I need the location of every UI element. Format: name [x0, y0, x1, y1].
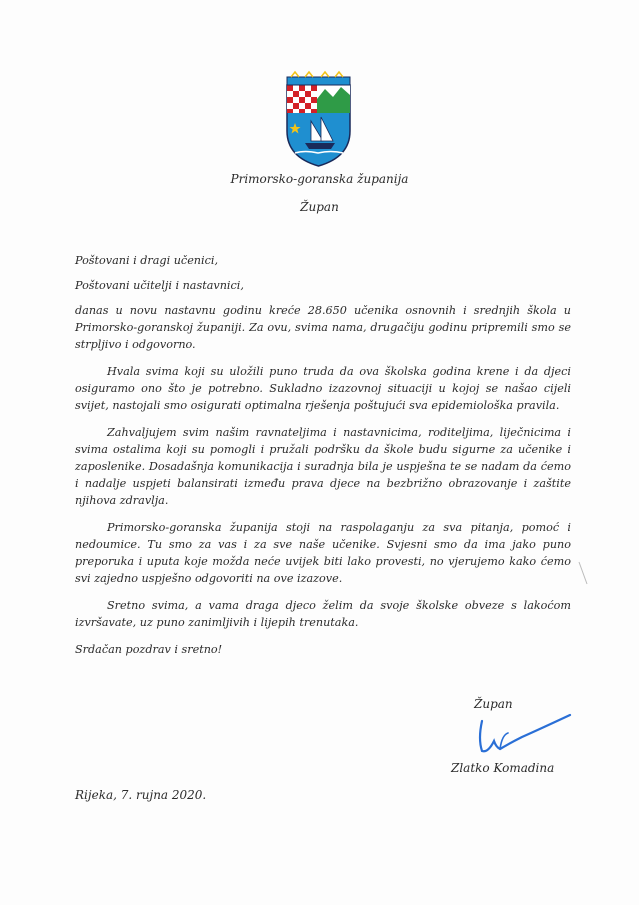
organization-name: Primorsko-goranska županija [230, 172, 409, 186]
issuer-title: Župan [300, 200, 339, 214]
signatory-name: Zlatko Komadina [451, 761, 555, 775]
paragraph-1: danas u novu nastavnu godinu kreće 28.650 učenika osnovnih i srednjih škola u Primorsko-goranskoj županiji. Za ovu, svima nama, drugačiju godinu pripremili smo se strpljivo i odgovorno. [75, 304, 571, 351]
paragraph-3: Zahvaljujem svim našim ravnateljima i nastavnicima, roditeljima, liječnicima i svima ostalima koji su pomogli i pružali podršku da škole budu sigurne za učenike i zaposlenike. Dosadašnja komunikacija i suradnja bila je uspješna te se nadam da ćemo i nadalje uspjeti balansirati između prava djece na bezbrižno obrazovanje i zaštite njihova zdravlja. [75, 426, 571, 507]
paragraph-2: Hvala svima koji su uložili puno truda da ova školska godina krene i da djeci osiguramo ono što je potrebno. Sukladno izazovnoj situaciji u kojoj se našao cijeli svijet, nastojali smo osigurati optimalna rješenja poštujući sva epidemiološka pravila. [75, 365, 571, 412]
pen-mark-icon [577, 560, 589, 588]
paragraph-5: Sretno svima, a vama draga djeco želim da svoje školske obveze s lakoćom izvršavate, uz puno zanimljivih i lijepih trenutaka. [75, 599, 571, 629]
signature-role: Župan [474, 697, 513, 711]
letter-body [75, 252, 571, 658]
greeting-students: Poštovani i dragi učenici, [75, 254, 218, 267]
closing-line: Srdačan pozdrav i sretno! [75, 643, 223, 656]
handwritten-signature-icon [470, 713, 574, 757]
paragraph-4: Primorsko-goranska županija stoji na raspolaganju za sva pitanja, pomoć i nedoumice. Tu smo za vas i za sve naše učenike. Svjesni smo da ima jako puno preporuka i uputa koje možda neće uvijek biti lako provesti, no vjerujemo kako ćemo svi zajedno uspješno odgovoriti na ove izazove. [75, 521, 571, 585]
county-coat-of-arms-icon [281, 69, 356, 169]
greeting-teachers: Poštovani učitelji i nastavnici, [75, 279, 244, 292]
letter-date: Rijeka, 7. rujna 2020. [75, 788, 207, 802]
